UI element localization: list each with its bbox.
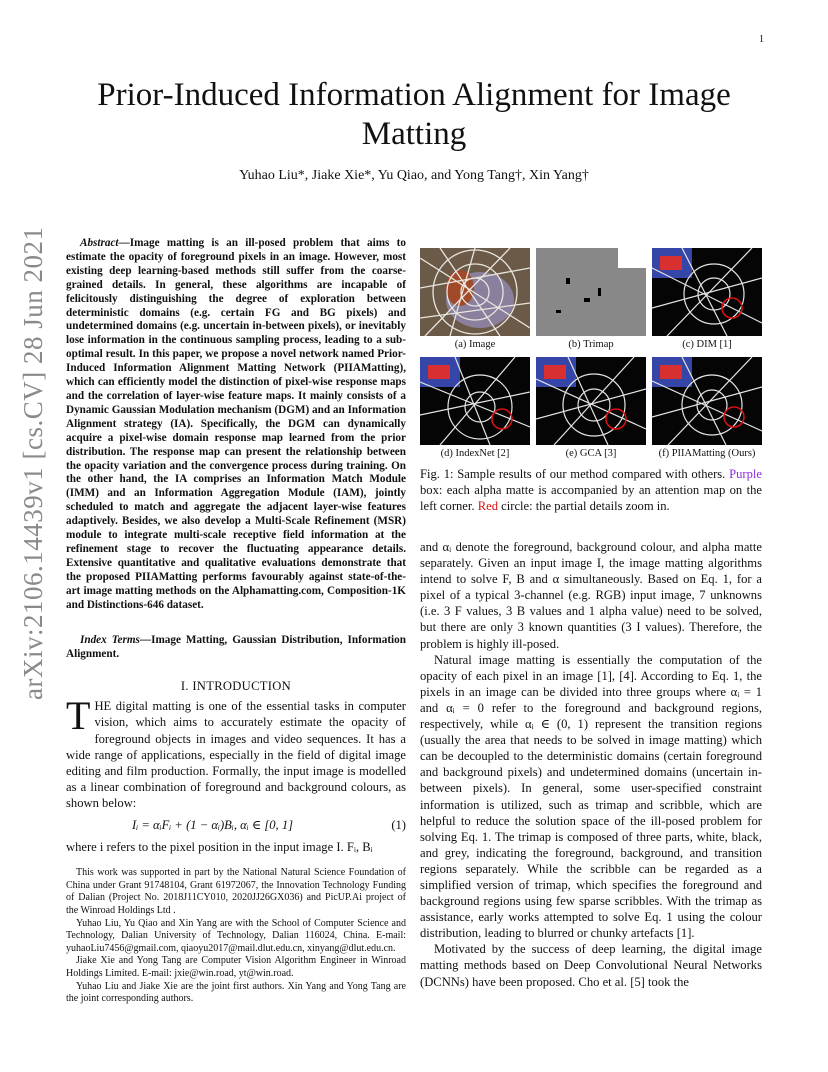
equation-number: (1)	[391, 818, 406, 833]
subfigure-caption: (a) Image	[454, 339, 496, 350]
left-column	[66, 237, 406, 1006]
caption-end: circle: the partial details zoom in.	[501, 499, 670, 514]
caption-red-word: Red	[477, 499, 498, 514]
footnote: Jiake Xie and Yong Tang are Computer Vision Algorithm Engineer in Winroad Holdings Limited. E-mail: jxie@win.road, yt@win.road.	[66, 955, 406, 979]
subfigure-caption: (c) DIM [1]	[682, 339, 732, 350]
intro-paragraph	[66, 693, 406, 811]
paragraph: Natural image matting is essentially the computation of the opacity of each pixel in an image [1], [4]. According to Eq. 1, the pixels in an image can be divided into three groups where αᵢ = 1 and αᵢ = 0 refer to the foreground and background regions, respectively, while αᵢ ∈ (0, 1) represent the transition regions (usually the area that needs to be solved in image matting) which can be decoupled to the deterministic domains (certain foreground and background pixels) and undetermined domains (uncertain in-between pixels). In general, some user-specified constraint information is utilized, such as trimap and scribble, which are helpful to reduce the solution space of the ill-posed problem for solving Eq. 1. The trimap is composed of three parts, white, black, and grey, indicating the foreground, background, and transition regions separately. While the scribble can be regarded as a simplified version of trimap, which specifies the foreground and background regions using few sparse scribbles. With the trimap as assistance, early works attempted to solve Eq. 1 using the colour distribution, leading to blurred or chunky artefacts [1].	[420, 652, 762, 941]
equation-1	[66, 817, 406, 833]
figure-row-2-captions	[420, 448, 762, 459]
subfigure-caption: (f) PIIAMatting (Ours)	[658, 448, 756, 459]
figure-row-1-captions	[420, 339, 762, 350]
piiamatting-result-image	[652, 357, 762, 445]
index-terms	[66, 634, 406, 662]
arxiv-stamp: arXiv:2106.14439v1 [cs.CV] 28 Jun 2021	[18, 226, 48, 700]
right-column	[420, 539, 762, 990]
index-terms-body: —Image Matting, Gaussian Distribution, Information Alignment.	[66, 634, 406, 661]
index-terms-label: Index Terms	[80, 634, 140, 647]
footnote: Yuhao Liu, Yu Qiao and Xin Yang are with the School of Computer Science and Technology, Dalian University of Technology, Dalian 116024, China. E-mail: yuhaoLiu7456@gmail.com, qiaoyu2017@mail.dlut.edu.cn, xinyang@dlut.edu.cn.	[66, 917, 406, 954]
paragraph: and αᵢ denote the foreground, background colour, and alpha matte separately. Given an input image I, the image matting algorithms intend to solve F, B and α simultaneously. Based on Eq. 1, for a pixel of a typical 3-channel (e.g. RGB) input image, 7 unknowns (i.e. 3 F values, 3 B values and 1 alpha value) need to be solved, but there are only 3 known quantities (3 I values). Therefore, the problem is highly ill-posed.	[420, 540, 762, 651]
intro-text: HE digital matting is one of the essential tasks in computer vision, which aims to accurately estimate the opacity of foreground objects in images and video sequences. It has a wide range of applications, especially in the field of digital image editing and film production. Formally, the input image is modelled as a linear combination of foreground and background colours, as shown below:	[66, 699, 406, 810]
trimap-image	[536, 248, 646, 336]
section-heading: I. INTRODUCTION	[180, 679, 292, 694]
paragraph: Motivated by the success of deep learning, the digital image matting methods based on Deep Convolutional Neural Networks (DCNNs) have been proposed. Cho et al. [5] took the	[420, 942, 762, 989]
after-equation-text: where i refers to the pixel position in the input image I. Fᵢ, Bᵢ	[66, 840, 373, 855]
indexnet-result-image	[420, 357, 530, 445]
caption-mid: box: each alpha matte is accompanied by an attention map on the left corner.	[420, 483, 762, 514]
caption-prefix: Fig. 1: Sample results of our method compared with others.	[420, 467, 726, 481]
abstract	[66, 237, 406, 612]
figure-row-2	[420, 357, 762, 445]
input-image	[420, 248, 530, 336]
figure-1	[420, 248, 762, 514]
figure-row-1	[420, 248, 762, 336]
footnote: Yuhao Liu and Jiake Xie are the joint first authors. Xin Yang and Yong Tang are the joint corresponding authors.	[66, 980, 406, 1005]
page-number: 1	[759, 34, 764, 45]
caption-purple-word: Purple	[729, 467, 762, 481]
paper-title: Prior-Induced Information Alignment for Image Matting	[97, 77, 731, 152]
subfigure-caption: (b) Trimap	[568, 339, 614, 350]
abstract-body: —Image matting is an ill-posed problem that aims to estimate the opacity of foreground pixels in an image. However, most existing deep learning-based methods still suffer from the coarse-grained details. In general, these algorithms are incapable of felicitously distinguishing the degree of exploration between deterministic domains (e.g. certain FG and BG pixels) and undetermined domains (e.g. uncertain in-between pixels), or inevitably lose information in the continuous sampling process, leading to a sub-optimal result. In this paper, we propose a novel network named Prior-Induced Information Alignment Matting Network (PIIAMatting), which can efficiently model the distinction of pixel-wise response maps and the correlation of layer-wise feature maps. It mainly consists of a Dynamic Gaussian Modulation mechanism (DGM) and an Information Alignment strategy (IA). Specifically, the DGM can dynamically acquire a pixel-wise domain response map learned from the prior distribution. The response map can present the relationship between the opacity variation and the convergence process during training. On the other hand, the IA comprises an Information Match Module (IMM) and an Information Aggregation Module (IAM), jointly scheduled to match and aggregate the adjacent layer-wise features adaptively. Besides, we also develop a Multi-Scale Refinement (MSR) module to integrate multi-scale receptive field information at the refinement stage to recover the fluctuating appearance details. Extensive quantitative and qualitative evaluations demonstrate that the proposed PIIAMatting performs favourably against state-of-the-art image matting methods on the Alphamatting.com, Composition-1K and Distinctions-646 dataset.	[66, 237, 406, 611]
abstract-label: Abstract	[80, 237, 119, 249]
figure-caption	[420, 466, 762, 514]
drop-cap: T	[66, 693, 91, 739]
footnote: This work was supported in part by the National Natural Science Foundation of China under Grant 91748104, Grant 61972067, the Innovation Technology Funding of Dalian (Project No. 2018J11CY010, 2020JJ26GX036) and PicUP.Ai project of the Winroad Holdings Ltd .	[66, 867, 406, 916]
subfigure-caption: (d) IndexNet [2]	[440, 448, 510, 459]
author-list: Yuhao Liu*, Jiake Xie*, Yu Qiao, and Yong Tang†, Xin Yang†	[239, 168, 589, 183]
subfigure-caption: (e) GCA [3]	[565, 448, 617, 459]
footnotes	[66, 867, 406, 1006]
gca-result-image	[536, 357, 646, 445]
dim-result-image	[652, 248, 762, 336]
equation-body: Iᵢ = αᵢFᵢ + (1 − αᵢ)Bᵢ, αᵢ ∈ [0, 1]	[132, 818, 294, 833]
